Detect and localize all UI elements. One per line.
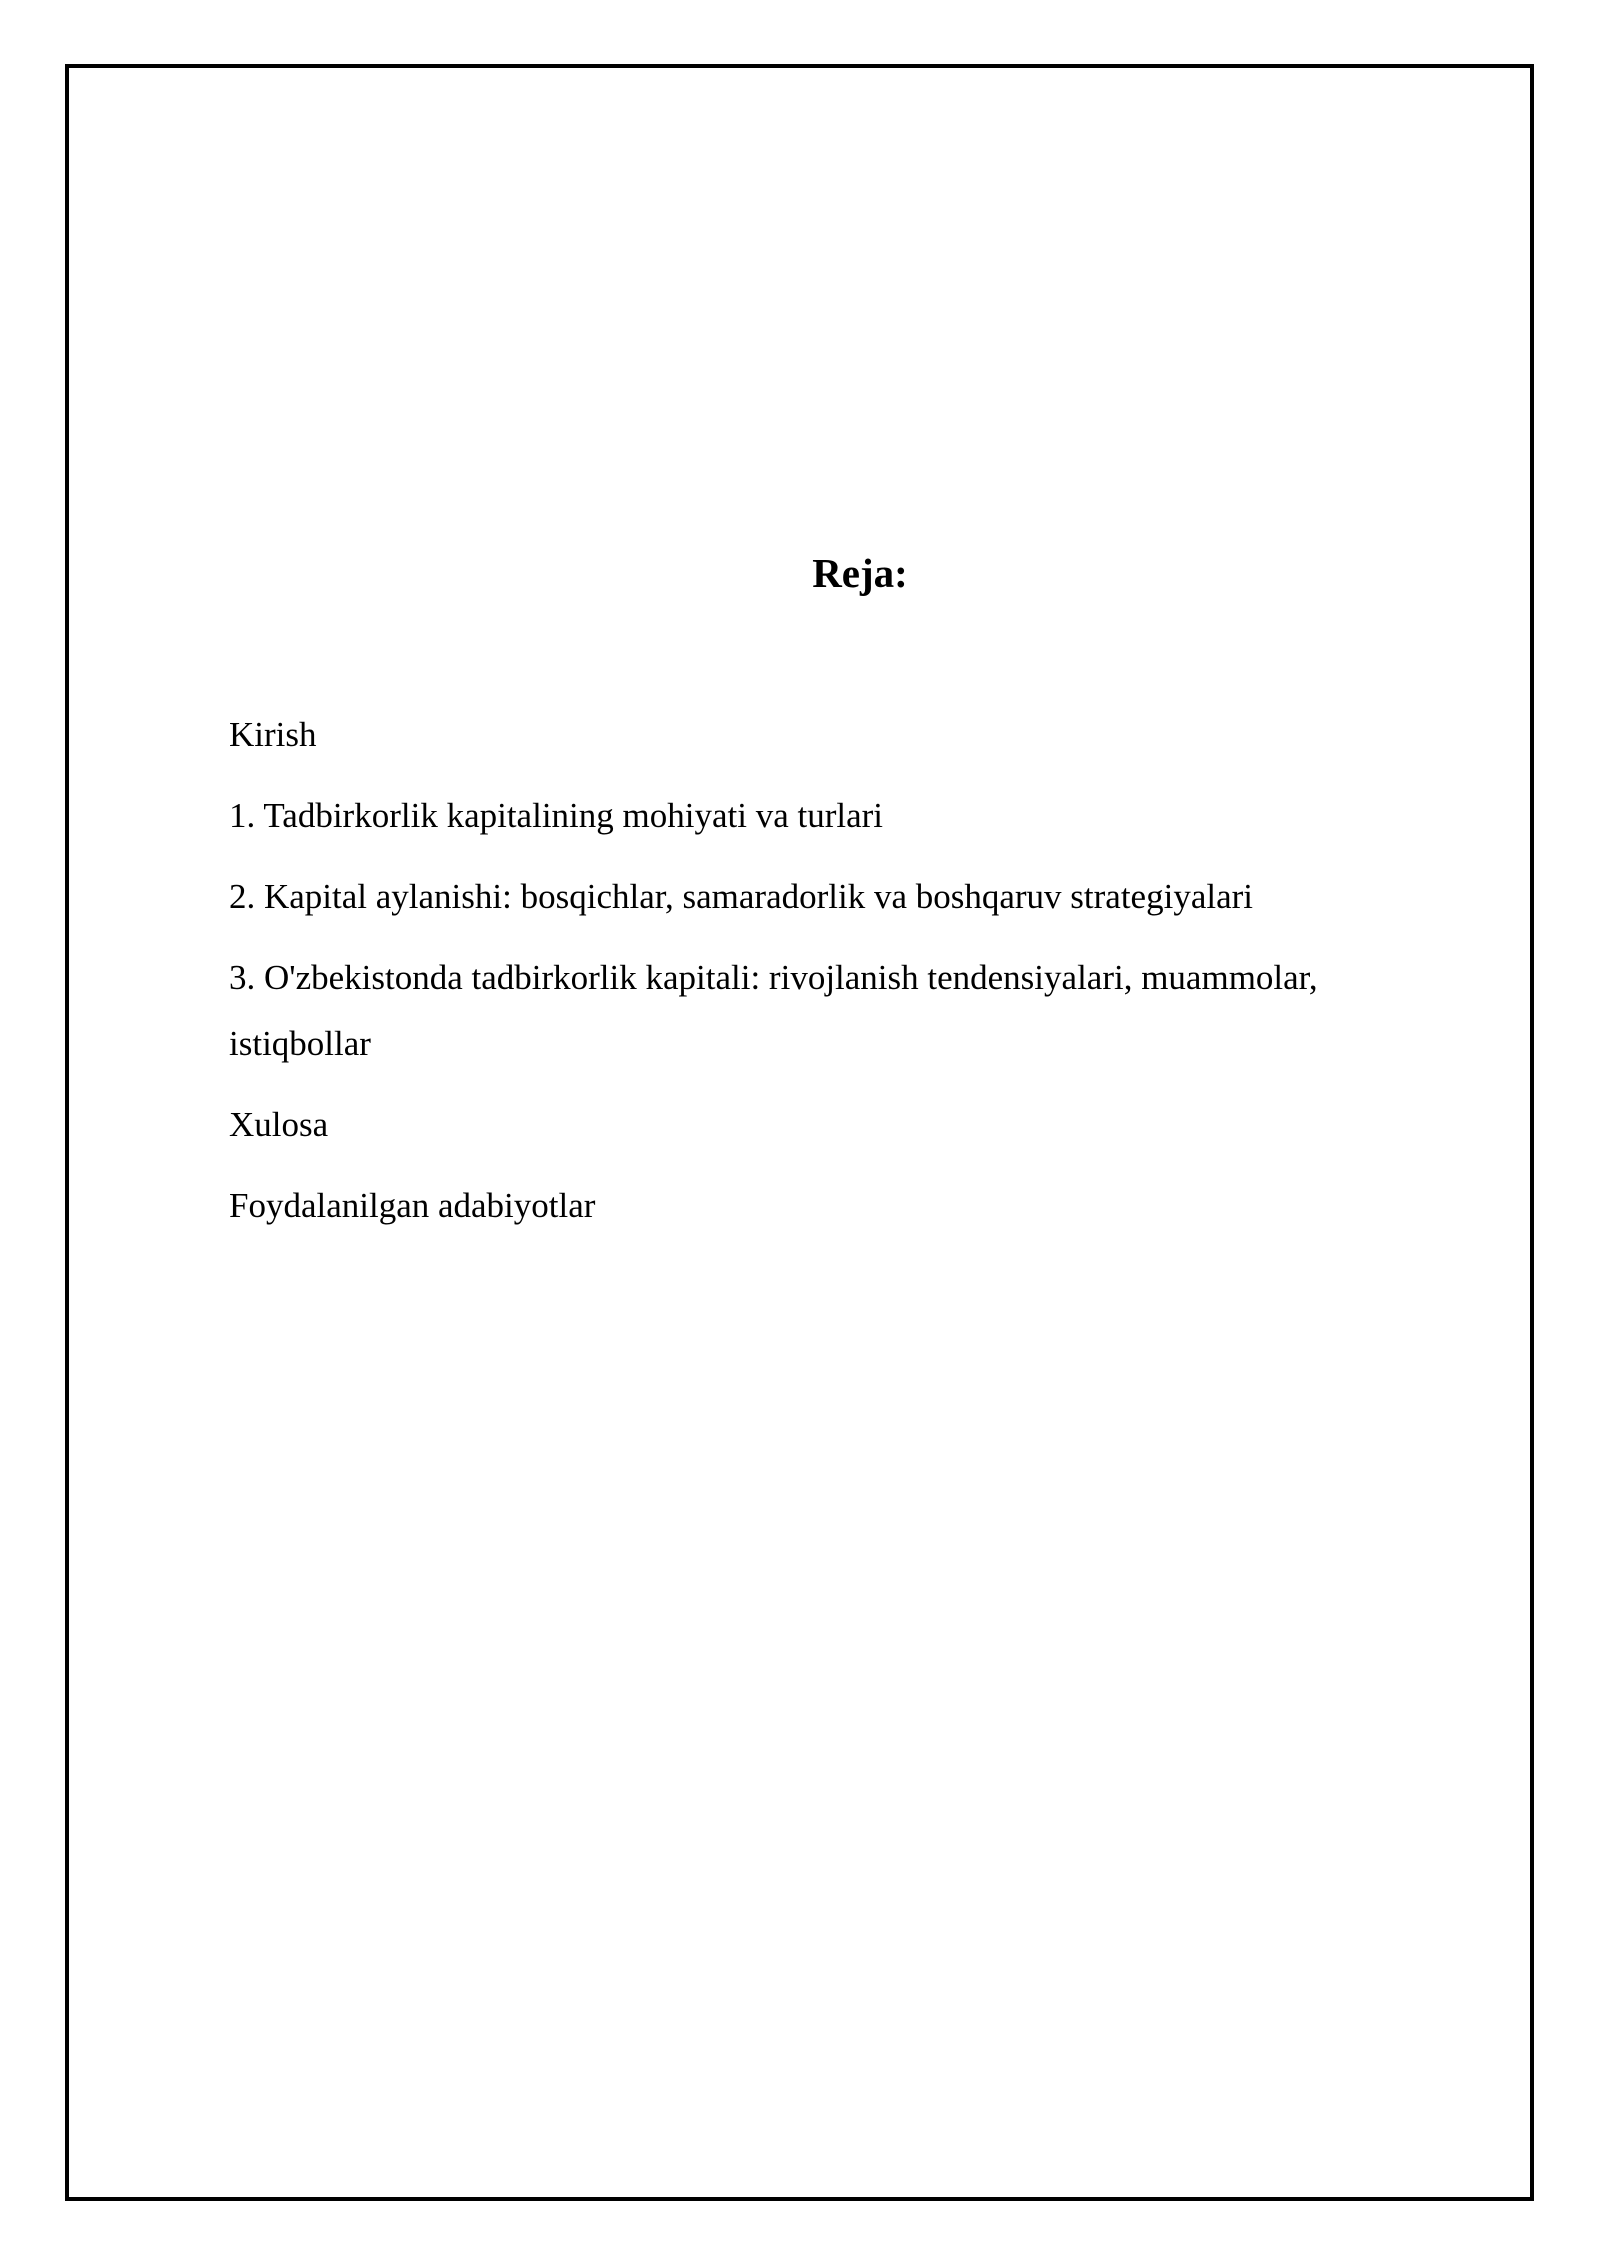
page-title: Reja: (812, 550, 908, 596)
plan-list (229, 702, 1419, 1254)
plan-item-introduction: Kirish (229, 715, 317, 754)
plan-item-references: Foydalanilgan adabiyotlar (229, 1186, 596, 1225)
plan-item-2: 2. Kapital aylanishi: bosqichlar, samaradorlik va boshqaruv strategiyalari (229, 877, 1253, 916)
plan-item-3: 3. O'zbekistonda tadbirkorlik kapitali: rivojlanish tendensiyalari, muammolar, istiqbollar (229, 958, 1318, 1063)
plan-item-1: 1. Tadbirkorlik kapitalining mohiyati va turlari (229, 796, 883, 835)
plan-item-conclusion: Xulosa (229, 1105, 329, 1144)
